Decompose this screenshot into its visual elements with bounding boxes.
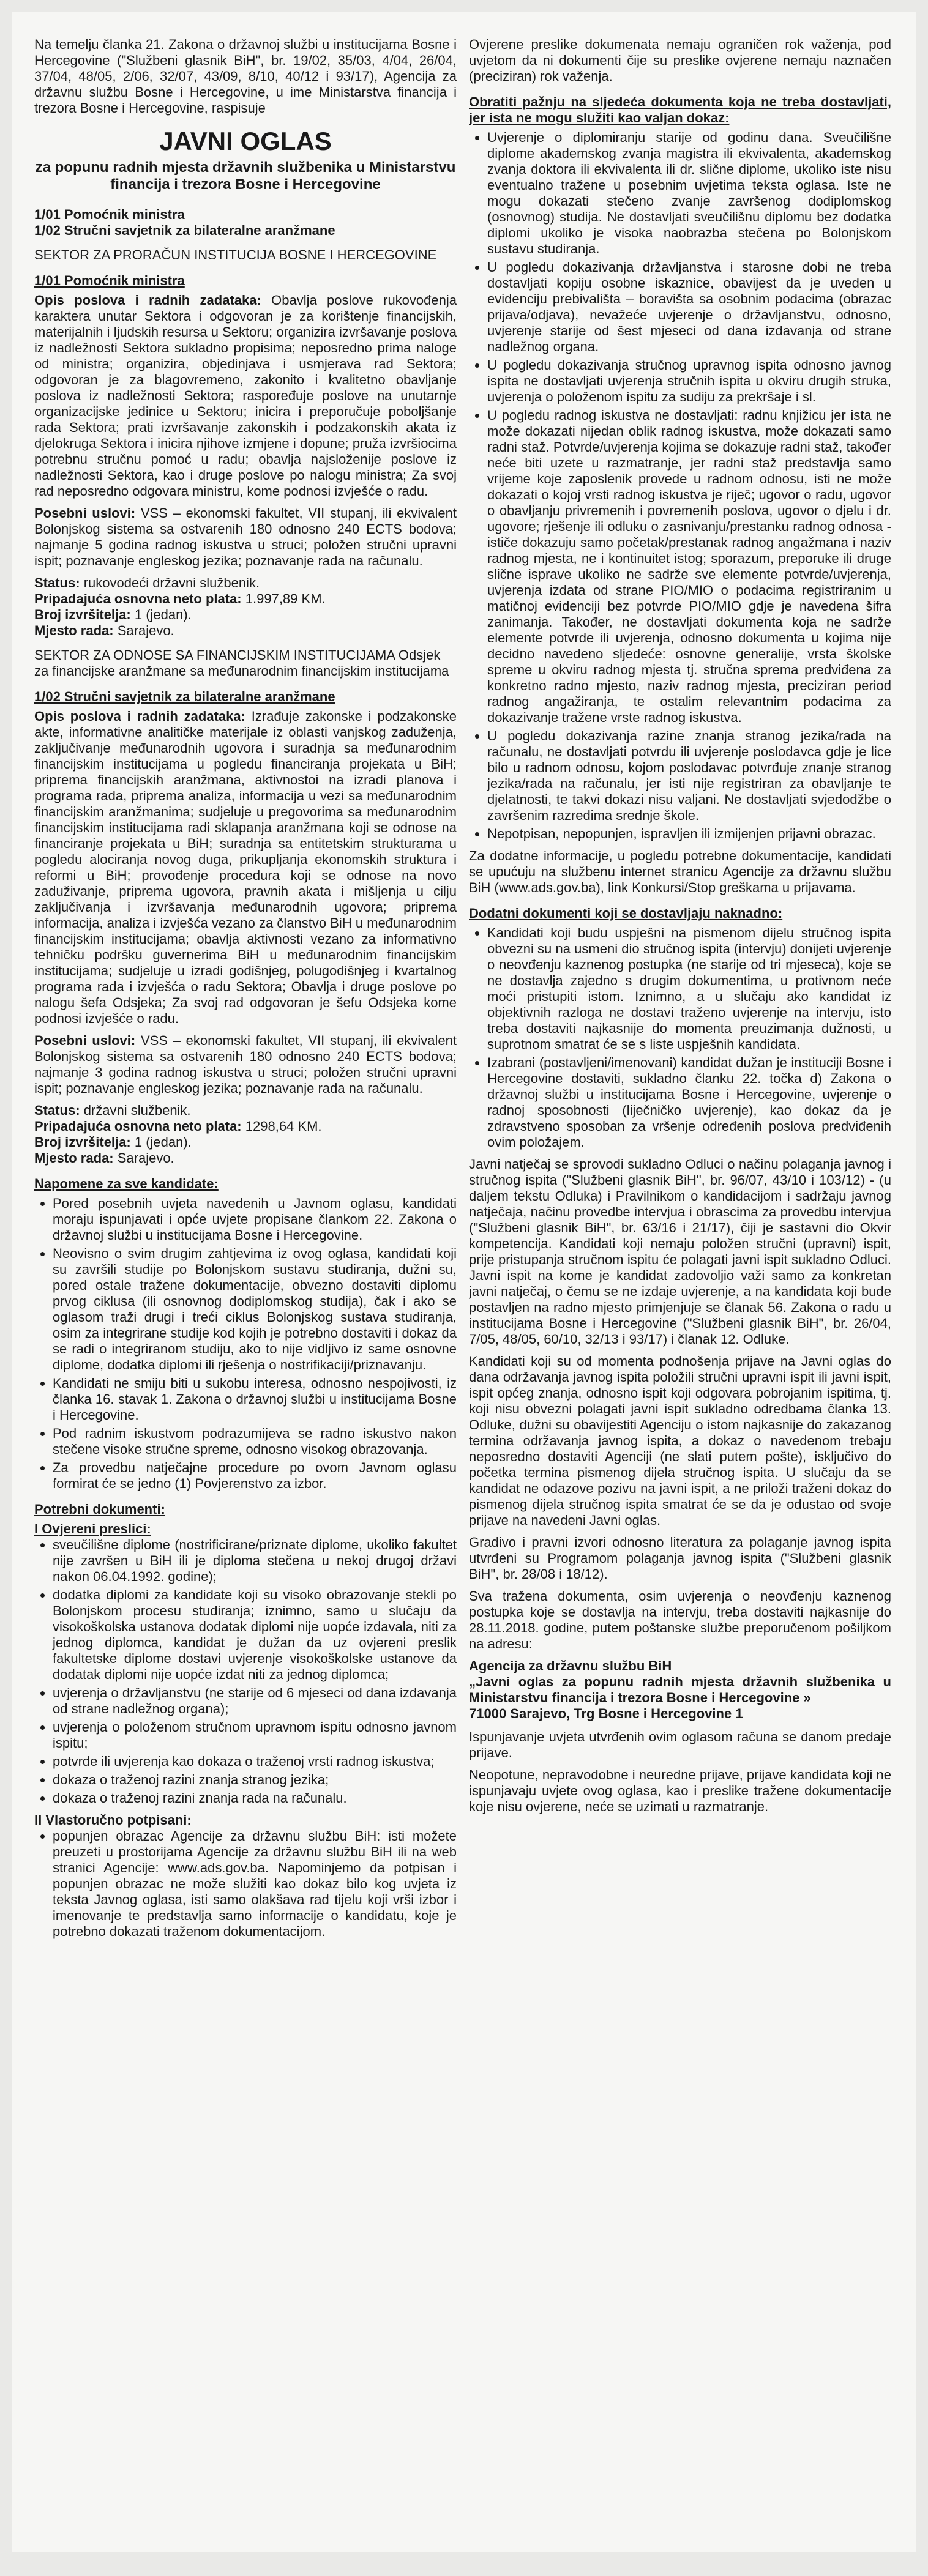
position-1-heading: 1/01 Pomoćnik ministra [34, 273, 185, 288]
count-label: Broj izvršitelja: [34, 1134, 131, 1150]
position-1-requirements [34, 505, 457, 569]
list-item: • Neovisno o svim drugim zahtjevima iz ovog oglasa, kandidati koji su završili studije po Bolonjskom sustavu studiranja, dužni su, pored ostale tražene dokumentacije, obvezno dostaviti diplomu prvog ciklusa (ili osnovnog dodiplomskog studija), čak i ako se oglasom traži drugi i treći ciklus Bolonjskog sustava studiranja, osim za integrirane studije kod kojih je potrebno dostaviti i dokaz da se radi o integriranom studiju, ako to nije vidljivo iz same osnovne diplome, dodatka diplomi ili rješenja o nostrifikaciji/priznavanju. [53, 1246, 457, 1373]
spacer [469, 1722, 891, 1729]
list-item: • U pogledu dokazivanja državljanstva i starosne dobi ne treba dostavljati kopiju osobne iskaznice, obavijest da je uveden u evidenciju prebivališta – boravišta sa osobnim podacima (obrazac prijava/odjava), nevažeće uvjerenje o državljanstvu, odnosno, uvjerenje starije od šest mjeseci od dana izdavanja od strane nadležnog organa. [487, 259, 891, 355]
salary-value: 1298,64 KM. [245, 1119, 322, 1134]
position-1-duties [34, 292, 457, 499]
list-item: • dodatka diplomi za kandidate koji su visoko obrazovanje stekli po Bolonjskom procesu studiranja; iznimno, samo u slučaju da visokoškolska ustanova dodatak diplomi nije uopće izdavala, niti za jednog diplomca, kandidat je dužan da uz ovjereni preslik fakultetske diplome dostavi uvjerenje visokoškolske ustanove da dodatak diplomi nije uopće izdat niti za jednog diplomca; [53, 1587, 457, 1683]
documents-heading: Potrebni dokumenti: [34, 1502, 165, 1517]
salary-value: 1.997,89 KM. [245, 591, 326, 606]
deadline-paragraph: Sva tražena dokumenta, osim uvjerenja o neovđenju kaznenog postupka koje se dostavlja na intervju, treba dostaviti najkasnije do 28.11.2018. godine, putem poštanske službe preporučenom pošiljkom na adresu: [469, 1588, 891, 1651]
place-label: Mjesto rada: [34, 1150, 114, 1166]
sector-1-name: SEKTOR ZA PRORAČUN INSTITUCIJA BOSNE I HERCEGOVINE [34, 247, 437, 262]
list-item: • popunjen obrazac Agencije za državnu službu BiH: isti možete preuzeti u prostorijama Agencije za državnu službu BiH ili na web stranici Agencije: www.ads.gov.ba. Napominjemo da potpisan i popunjen obrazac ne može služiti kao dokaz bilo kog uvjeta iz teksta Javnog oglasa, isti samo olakšava rad tijelu koji vrši izbor i imenovanje te predstavlja samo informacije o kandidatu, koje je potrebno dokazati traženom dokumentacijom. [53, 1828, 457, 1940]
list-item: • Nepotpisan, nepopunjen, ispravljen ili izmijenjen prijavni obrazac. [487, 826, 891, 842]
list-item: • dokaza o traženoj razini znanja stranog jezika; [53, 1772, 457, 1788]
list-item: • Pod radnim iskustvom podrazumijeva se radno iskustvo nakon stečene visoke stručne spreme, odnosno visokog obrazovanja. [53, 1426, 457, 1457]
subsequent-heading: Dodatni dokumenti koji se dostavljaju naknadno: [469, 906, 783, 921]
position-1-count [34, 607, 457, 623]
left-column [34, 37, 457, 1946]
newspaper-page [12, 12, 916, 2552]
position-2-requirements [34, 1033, 457, 1096]
salary-label: Pripadajuća osnovna neto plata: [34, 1119, 242, 1134]
ad-subtitle: za popunu radnih mjesta državnih službenika u Ministarstvu financija i trezora Bosne i Hercegovine [35, 159, 456, 193]
requirements-label: Posebni uslovi: [34, 1033, 136, 1048]
address-line-1: Agencija za državnu službu BiH [469, 1658, 672, 1673]
list-item: • Uvjerenje o diplomiranju starije od godinu dana. Sveučilišne diplome akademskog zvanja magistra ili ekvivalenta, akademskog zvanja doktora ili ekvivalenta ili dr. slične diplome, ukoliko iste nisu eventualno tražene u posebnim uvjetima teksta oglasa. Iste ne mogu dokazati stečeno zvanje završenog dodiplomskog (osnovnog) studija. Ne dostavljati sveučilišnu diplomu bez dodatka diplomi ukoliko je visoka naobrazba stečena po Bolonjskom sustavu studiranja. [487, 130, 891, 257]
requirements-label: Posebni uslovi: [34, 505, 136, 521]
list-item: • dokaza o traženoj razini znanja rada na računalu. [53, 1790, 457, 1806]
duties-label: Opis poslova i radnih zadataka: [34, 709, 245, 724]
position-1-place [34, 623, 457, 639]
position-list-item-2: 1/02 Stručni savjetnik za bilateralne aranžmane [34, 223, 335, 238]
count-value: 1 (jedan). [134, 1134, 192, 1150]
attention-heading: Obratiti pažnju na sljedeća dokumenta koja ne treba dostavljati, jer ista ne mogu služiti kao valjan dokaz: [469, 94, 891, 125]
status-value: rukovodeći državni službenik. [83, 575, 260, 590]
place-value: Sarajevo. [117, 1150, 174, 1166]
ad-title: JAVNI OGLAS [159, 127, 332, 155]
position-2-duties [34, 709, 457, 1027]
rejection-paragraph: Neopotune, nepravodobne i neuredne prijave, prijave kandidata koji ne ispunjavaju uvjete ovog oglasa, kao i preslike tražene dokumentacije koje nisu ovjerene, neće se uzimati u razmatranje. [469, 1767, 891, 1814]
status-label: Status: [34, 1103, 80, 1118]
position-2-status [34, 1103, 457, 1119]
list-item: • Kandidati koji budu uspješni na pismenom dijelu stručnog ispita obvezni su na usmeni dio stručnog ispita (intervju) donijeti uvjerenje o neovđenju kaznenog postupka (ne starije od tri mjeseca), koje se ne dostavlja zajedno s drugim dokumentima, u protivnom neće moći pristupiti istom. Iznimno, a u slučaju ako kandidat iz objektivnih razloga ne dostavi traženo uvjerenje na intervju, isto treba dostaviti najkasnije do momenta preuzimanja dužnosti, u suprotnom smatrat će se s liste uspješnih kandidata. [487, 925, 891, 1052]
notes-list [34, 1196, 457, 1492]
salary-label: Pripadajuća osnovna neto plata: [34, 591, 242, 606]
sector-2-name: SEKTOR ZA ODNOSE SA FINANCIJSKIM INSTITUCIJAMA Odsjek za financijske aranžmane sa međunarodnim financijskim institucijama [34, 647, 449, 679]
status-value: državni službenik. [83, 1103, 191, 1118]
right-top-text: Ovjerene preslike dokumenata nemaju ograničen rok važenja, pod uvjetom da ni dokumenti čije su preslike ovjerene nemaju naznačen (preciziran) rok važenja. [469, 37, 891, 84]
documents-list [34, 1537, 457, 1806]
conditions-paragraph: Ispunjavanje uvjeta utvrđenih ovim oglasom računa se danom predaje prijave. [469, 1729, 891, 1760]
place-value: Sarajevo. [117, 623, 174, 638]
notice-paragraph: Kandidati koji su od momenta podnošenja prijave na Javni oglas do dana održavanja javnog ispita položili stručni upravni ispit ili javni ispit, ispit općeg znanja, odnosno ispit koji odgovara pobrojanim ispitima, tj. koji nisu obvezni polagati javni ispit sukladno odredbama članka 13. Odluke, dužni su obavijestiti Agenciju o istom najkasnije do zakazanog termina održavanja javnog ispita, a dokaz o navedenom trebaju neposredno dostaviti Agenciji (ne slati putem pošte), isključivo do početka termina pismenog dijela stručnog ispita. U slučaju da se kandidat ne odazove pozivu na javni ispit, a ne priloži traženi dokaz do pismenog dijela stručnog ispita smatrat će se da je odustao od svoje prijave na navedeni Javni oglas. [469, 1353, 891, 1528]
address-line-2: „Javni oglas za popunu radnih mjesta državnih službenika u Ministarstvu financija i trezora Bosne i Hercegovine » [469, 1674, 891, 1705]
intro-text: Na temelju članka 21. Zakona o državnoj službi u institucijama Bosne i Hercegovine ("Službeni glasnik BiH", br. 19/02, 35/03, 4/04, 26/04, 37/04, 48/05, 2/06, 32/07, 43/09, 8/10, 40/12 i 93/17), Agencija za državnu službu Bosne i Hercegovine, u ime Ministarstva financija i trezora Bosne i Hercegovine, raspisuje [34, 37, 457, 116]
list-item: • U pogledu radnog iskustva ne dostavljati: radnu knjižicu jer ista ne može dokazati nijedan oblik radnog iskustva, može dokazati samo radni staž. Potvrde/uvjerenja kojima se dokazuje radni staž, također neće biti uzete u razmatranje, jer radni staž predstavlja samo vrijeme koje zaposlenik provede u radnom odnosu, isti ne može dokazati o kojoj vrsti radnog iskustva je riječ; ugovor o radu, ugovor o obavljanju privremenih i povremenih poslova, ugovor o djelu i dr. ugovore; rješenje ili odluku o zasnivanju/prestanku radnog odnosa - ističe dokazuju samo početak/prestanak radnog angažmana i naziv radnog mjesta, ne i kontinuitet istog; sporazum, preporuke ili druge slične isprave ukoliko ne sadrže sve elemente potvrde/uvjerenja, uvjerenja izdata od strane PIO/MIO o podacima registriranim u matičnoj evidenciji bez potvrde PIO/MIO gdje je navedena šifra zanimanja. Također, ne dostavljati dokumenta koja ne sadrže elemente potvrde ili uvjerenja, odnosno dokumenta u kojima nije decidno navedeno sljedeće: osnovne generalije, vrsta školske spreme u okviru radnog mjesta tj. stručna sprema predviđena za konkretno radno mjesto, naziv radnog mjesta, preciziran period radnog angažiranja, te ostalim relevantnim podacima za dokazivanje tražene vrste radnog iskustva. [487, 408, 891, 726]
duties-label: Opis poslova i radnih zadataka: [34, 292, 261, 308]
position-2-count [34, 1134, 457, 1150]
list-item: • uvjerenja o položenom stručnom upravnom ispitu odnosno javnom ispitu; [53, 1719, 457, 1751]
place-label: Mjesto rada: [34, 623, 114, 638]
list-item: • Kandidati ne smiju biti u sukobu interesa, odnosno nespojivosti, iz članka 16. stavak 1. Zakona o državnoj službi u institucijama Bosne i Hercegovine. [53, 1375, 457, 1423]
list-item: • U pogledu dokazivanja razine znanja stranog jezika/rada na računalu, ne dostavljati potvrdu ili uvjerenje poslodavca gdje je lice bilo u radnom odnosu, kojom poslodavac potvrđuje znanje stranog jezika/rada na računalu, jer isti nije registriran za obavljanje te djelatnosti, te takvi dokazi nisu valjani. Ne dostavljati svjedodžbe o završenim razredima srednje škole. [487, 728, 891, 824]
subsequent-list [469, 925, 891, 1150]
documents-sub-1: I Ovjereni preslici: [34, 1521, 151, 1536]
list-item: • Za provedbu natječajne procedure po ovom Javnom oglasu formirat će se jedno (1) Povjerenstvo za izbor. [53, 1460, 457, 1492]
position-2-place [34, 1150, 457, 1166]
literature-paragraph: Gradivo i pravni izvori odnosno literatura za polaganje javnog ispita utvrđeni su Programom polaganja javnog ispita ("Službeni glasnik BiH", br. 28/08 i 18/12). [469, 1535, 891, 1582]
position-1-salary [34, 591, 457, 607]
position-list-item-1: 1/01 Pomoćnik ministra [34, 207, 185, 222]
attention-list [469, 130, 891, 842]
procedure-paragraph: Javni natječaj se sprovodi sukladno Odluci o načinu polaganja javnog i stručnog ispita ("Službeni glasnik BiH", br. 96/07, 43/10 i 103/12) - (u daljem tekstu Odluka) i Pravilnikom o kandidacijom i sadržaju javnog natječaja, načinu provedbe intervjua i obrascima za provedbu intervjua ("Službeni glasnik BiH", br. 63/16 i 21/17), čiji je sastavni dio Okvir kompetencija. Kandidati koji nemaju položen stručni (upravni) ispit, prije pristupanja stručnom ispitu će polagati javni ispit sukladno Odluci. Javni ispit na kome je kandidat zadovoljio važi samo za konkretan javni natječaj, o čemu se ne izdaje uvjerenje, a na kandidata koji bude postavljen na radno mjesto primjenjuje se članak 56. Zakona o radu u institucijama Bosne i Hercegovine ("Službeni glasnik BiH", br. 26/04, 7/05, 48/05, 60/10, 32/13 i 93/17) i članak 12. Odluke. [469, 1156, 891, 1347]
position-2-salary [34, 1119, 457, 1134]
list-item: • sveučilišne diplome (nostrificirane/priznate diplome, ukoliko fakultet nije završen u BiH ili je diploma stečena u nekoj drugoj državi nakon 06.04.1992. godine); [53, 1537, 457, 1585]
documents-list-2 [34, 1828, 457, 1940]
requirements-text: VSS – ekonomski fakultet, VII stupanj, ili ekvivalent Bolonjskog sistema sa ostvarenih 180 odnosno 240 ECTS bodova; najmanje 5 godina radnog iskustva u struci; položen stručni upravni ispit; poznavanje engleskog jezika; poznavanje rada na računalu. [34, 505, 457, 568]
address-line-3: 71000 Sarajevo, Trg Bosne i Hercegovine 1 [469, 1706, 743, 1721]
attention-after-text: Za dodatne informacije, u pogledu potrebne dokumentacije, kandidati se upućuju na službenu internet stranicu Agencije za državnu službu BiH (www.ads.gov.ba), link Konkursi/Stop greškama u prijavama. [469, 848, 891, 895]
list-item: • Izabrani (postavljeni/imenovani) kandidat dužan je instituciji Bosne i Hercegovine dostaviti, sukladno članku 22. točka d) Zakona o državnoj službi u institucijama Bosne i Hercegovine, uvjerenje o radnoj sposobnosti (liječničko uvjerenje), kao dokaz da je zdravstveno sposoban za vršenje određenih poslova predviđenih ovim položajem. [487, 1055, 891, 1150]
list-item: • potvrde ili uvjerenja kao dokaza o traženoj vrsti radnog iskustva; [53, 1754, 457, 1770]
requirements-text: VSS – ekonomski fakultet, VII stupanj, ili ekvivalent Bolonjskog sistema sa ostvarenih 180 odnosno 240 ECTS bodova; najmanje 3 godina radnog iskustva u struci; položen stručni upravni ispit; poznavanje engleskog jezika; poznavanje rada na računalu. [34, 1033, 457, 1096]
list-item: • U pogledu dokazivanja stručnog upravnog ispita odnosno javnog ispita ne dostavljati uvjerenja stručnih ispita u okviru drugih struka, uvjerenja o položenom ispitu za sudiju za prekršaje i sl. [487, 357, 891, 405]
list-item: • Pored posebnih uvjeta navedenih u Javnom oglasu, kandidati moraju ispunjavati i opće uvjete propisane člankom 22. Zakona o državnoj službi u institucijama Bosne i Hercegovine. [53, 1196, 457, 1243]
duties-text: Obavlja poslove rukovođenja karaktera unutar Sektora i odgovoran je za korištenje financijskih, materijalnih i ljudskih resursa u Sektoru; organizira izvršavanje poslova iz nadležnosti Sektora sukladno propisima; neposredno prima naloge od ministra; organizira, objedinjava i usmjerava rad Sektora; odgovoran je za blagovremeno, zakonito i kvalitetno obavljanje poslova iz nadležnosti Sektora; raspoređuje poslove na unutarnje organizacijske jedinice u Sektoru; inicira i preporučuje poboljšanje rada Sektora; prati izvršavanje zakonskih i podzakonskih akata iz djelokruga Sektora i inicira njihove izmjene i dopune; pruža izvršiocima potrebnu stručnu pomoć u radu; obavlja najsloženije poslove iz nadležnosti Sektora, kao i druge poslove po nalogu ministra; Za svoj rad neposredno odgovara ministru, kome podnosi izvješće o radu. [34, 292, 457, 499]
notes-heading: Napomene za sve kandidate: [34, 1176, 219, 1191]
count-value: 1 (jedan). [134, 607, 192, 622]
position-2-heading: 1/02 Stručni savjetnik za bilateralne aranžmane [34, 689, 335, 704]
duties-text: Izrađuje zakonske i podzakonske akte, informativne analitičke materijale iz oblasti vanjskog zaduženja, zaključivanje međunarodnih ugovora i suradnja sa međunarodnim financijskim institucijama u pogledu financiranja projekata u BiH; priprema financijskih aranžmana, aktivnostoi na izradi planova i programa rada, priprema analiza, informacija u vezi sa međunarodnim financijskim aranžmanima; sudjeluje u pregovorima sa međunarodnim financijskim institucijama radi sklapanja aranžmana koji se odnose na financiranje projekata u BiH; suradnja sa entitetskim strukturama u pogledu alociranja novog duga, prikupljanja ekonomskih struktura i reformi u BiH; provođenje procedura koji se odnose na novo zaduživanje, priprema ugovora, pravnih akata i mišljenja u cilju zaključivanja i izvršavanja međunarodnih ugovora; priprema informacija, analiza i izvješća vezano za članstvo BiH u međunarodnim financijskim institucijama; obavlja aktivnosti vezano za informativno tehničku podršku guvernerima BiH u međunarodnim financijskim institucijama; sudjeluje u izradi godišnjeg, polugodišnjeg i kvartalnog programa rada i izvješća o radu Sektora; Obavlja i druge poslove po nalogu šefa Odsjeka; Za svoj rad odgovoran je šefu Odsjeka kome podnosi izvješće o radu. [34, 709, 457, 1026]
right-column [469, 37, 891, 1821]
documents-sub-2: II Vlastoručno potpisani: [34, 1812, 192, 1828]
list-item: • uvjerenja o državljanstvu (ne starije od 6 mjeseci od dana izdavanja od strane nadležnog organa); [53, 1685, 457, 1717]
position-1-status [34, 575, 457, 591]
count-label: Broj izvršitelja: [34, 607, 131, 622]
status-label: Status: [34, 575, 80, 590]
